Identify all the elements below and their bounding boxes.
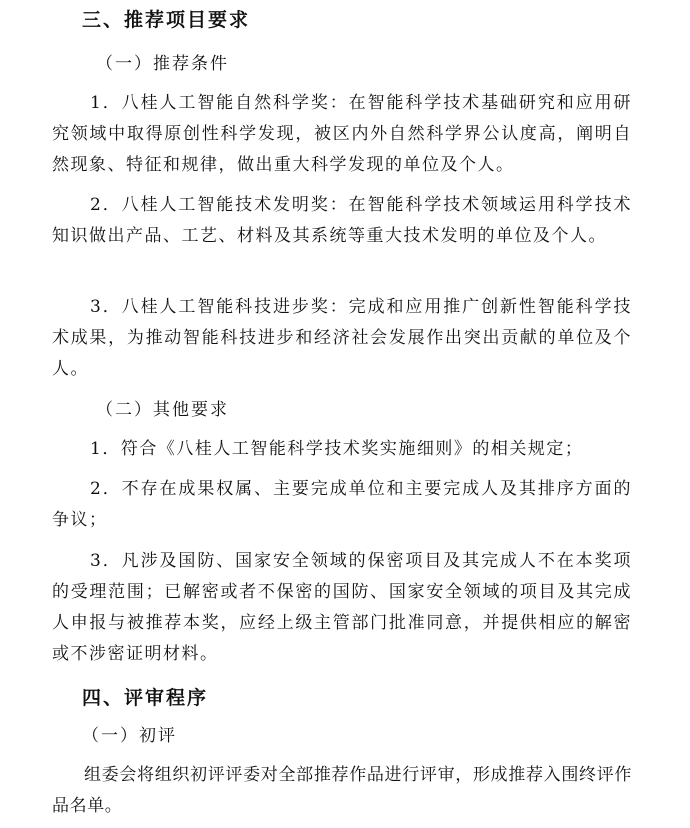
section-3-heading: 三、推荐项目要求: [82, 9, 251, 31]
section-4-heading: 四、评审程序: [82, 687, 209, 709]
section-3-sub-2-heading: （二）其他要求: [96, 400, 229, 420]
other-requirement-item-3: 3．凡涉及国防、国家安全领域的保密项目及其完成人不在本奖项的受理范围；已解密或者不保密的国防、国家安全领域的项目及其完成人申报与被推荐本奖，应经上级主管部门批准同意，并提供相应的解密或不涉密证明材料。: [52, 551, 632, 664]
section-3-sub-1-heading: （一）推荐条件: [96, 54, 229, 74]
recommendation-item-3: 3．八桂人工智能科技进步奖：完成和应用推广创新性智能科学技术成果，为推动智能科技进步和经济社会发展作出突出贡献的单位及个人。: [52, 297, 632, 379]
recommendation-item-1: 1．八桂人工智能自然科学奖：在智能科学技术基础研究和应用研究领域中取得原创性科学发现，被区内外自然科学界公认度高，阐明自然现象、特征和规律，做出重大科学发现的单位及个人。: [52, 93, 632, 175]
preliminary-review-text: 组委会将组织初评评委对全部推荐作品进行评审，形成推荐入围终评作品名单。: [52, 765, 632, 816]
other-requirement-item-1: 1．符合《八桂人工智能科学技术奖实施细则》的相关规定；: [90, 439, 584, 459]
section-4-sub-1-heading: （一）初评: [82, 726, 177, 746]
recommendation-item-2: 2．八桂人工智能技术发明奖：在智能科学技术领域运用科学技术知识做出产品、工艺、材料及其系统等重大技术发明的单位及个人。: [52, 195, 632, 246]
other-requirement-item-2: 2．不存在成果权属、主要完成单位和主要完成人及其排序方面的争议；: [52, 479, 632, 530]
